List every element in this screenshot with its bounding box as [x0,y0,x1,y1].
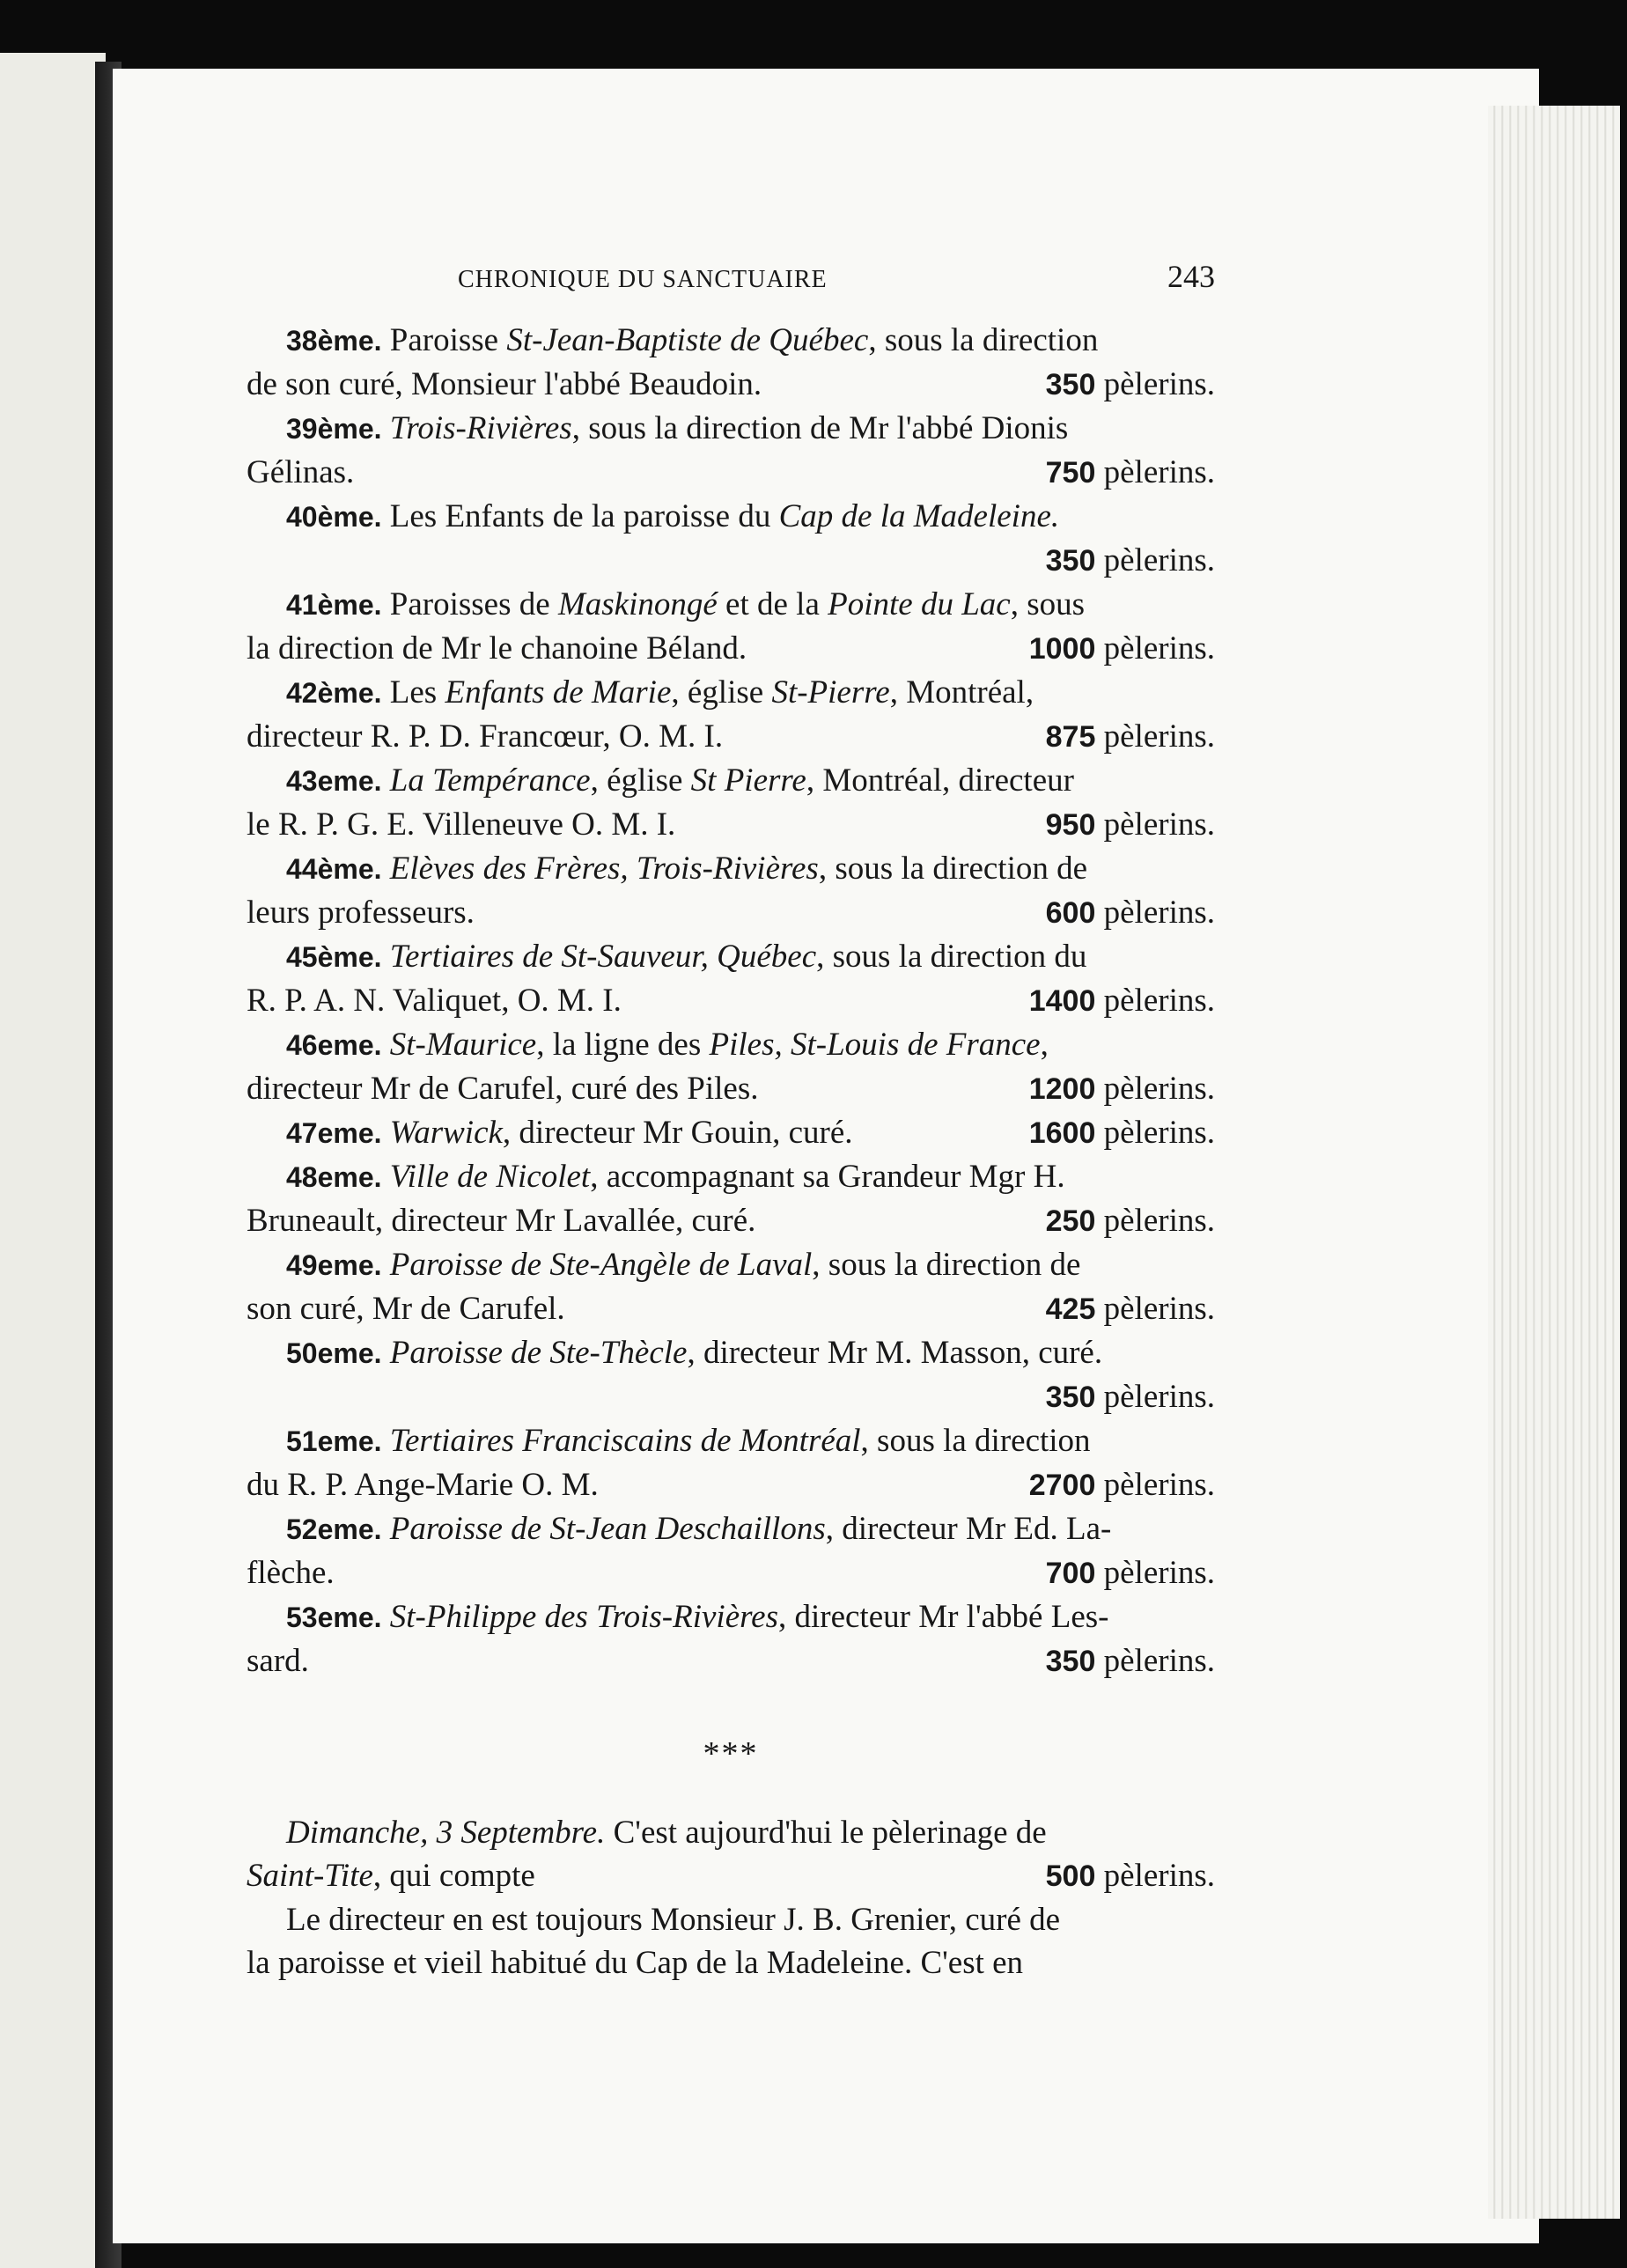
pilgrim-count: 1000 [1028,632,1096,666]
entry-number: 39ème. [286,413,382,445]
pilgrim-count: 250 [1045,1204,1096,1238]
running-title: CHRONIQUE DU SANCTUAIRE [458,266,828,293]
entry-number: 41ème. [286,589,382,621]
entry-place: Trois-Rivières [389,410,572,446]
pilgrim-count: 350 [1045,368,1096,401]
entry-last-line [247,451,1215,495]
page-number: 243 [1167,259,1215,294]
entry-text: , sous la direction du [816,939,1087,975]
entry-number: 40ème. [286,501,382,533]
pilgrim-count: 1600 [1028,1116,1096,1150]
entry-text: directeur R. P. D. Francœur, O. M. I. [247,718,724,755]
entry-text: , sous la direction [868,322,1099,358]
pilgrim-count: 600 [1045,896,1096,930]
pilgrimage-entry-38 [247,319,1215,407]
left-page-margin [0,53,106,2268]
pilgrim-count: 750 [1045,456,1096,490]
entry-text: , accompagnant sa Grandeur Mgr H. [590,1159,1065,1195]
pilgrim-count: 2700 [1028,1469,1096,1502]
entry-text: du R. P. Ange-Marie O. M. [247,1467,599,1503]
pilgrim-unit: pèlerins. [1103,1643,1215,1679]
page-text [247,255,1215,1984]
entry-text: , sous la direction de [812,1247,1081,1283]
paragraph-text: C'est aujourd'hui le pèlerinage de [605,1815,1047,1851]
pilgrimage-entry-41 [247,583,1215,671]
sunday-place: Saint-Tite [247,1858,373,1894]
pilgrim-unit: pèlerins. [1103,806,1215,843]
entry-last-line [247,1287,1215,1331]
pilgrim-unit: pèlerins. [1103,718,1215,755]
entry-text: de son curé, Monsieur l'abbé Beaudoin. [247,366,762,402]
entry-text: Les Enfants de la paroisse du [389,498,779,534]
entry-text: , directeur Mr l'abbé Les- [777,1599,1109,1635]
entry-text: , église [590,762,691,799]
entry-text: son curé, Mr de Carufel. [247,1291,565,1327]
entry-place: St-Philippe des Trois-Rivières [389,1599,778,1635]
entry-number: 52eme. [286,1513,382,1545]
entry-place: Piles, St-Louis de France [709,1027,1041,1063]
entry-last-line [247,803,1215,847]
entry-text: Paroisse [389,322,507,358]
paragraph-line: la paroisse et vieil habitué du Cap de la Madeleine. C'est en [247,1945,1024,1981]
entry-place: Paroisse de St-Jean Deschaillons [389,1511,826,1547]
entry-number: 51eme. [286,1425,382,1457]
pilgrimage-entry-44 [247,847,1215,935]
entry-text: Paroisses de [389,586,558,622]
entry-place: St-Pierre [771,674,890,711]
pilgrim-count: 1200 [1028,1072,1096,1106]
entry-last-line [247,1067,1215,1111]
paragraph-line: Le directeur en est toujours Monsieur J. B. Grenier, curé de [286,1902,1061,1938]
pilgrimage-entry-39 [247,407,1215,495]
pilgrim-count: 875 [1045,720,1096,754]
pilgrim-count: 350 [1045,1645,1096,1678]
pilgrim-unit: pèlerins. [1103,895,1215,931]
entry-last-line [247,363,1215,407]
entry-place: Elèves des Frères, Trois-Rivières [389,850,819,887]
entry-text: , [1040,1027,1049,1063]
pilgrimage-entry-45 [247,935,1215,1023]
entry-text: flèche. [247,1555,335,1591]
pilgrim-unit: pèlerins. [1103,366,1215,402]
entry-last-line [247,891,1215,935]
pilgrim-unit: pèlerins. [1103,1115,1215,1151]
sunday-date: Dimanche, 3 Septembre. [286,1815,606,1851]
entry-text: , sous la direction de [818,850,1088,887]
entry-number: 44ème. [286,853,382,885]
pilgrim-unit: pèlerins. [1103,1555,1215,1591]
pilgrimage-entry-47 [247,1111,1215,1155]
pilgrimage-entry-53 [247,1595,1215,1683]
entry-text: , directeur Mr M. Masson, curé. [687,1335,1103,1371]
entry-last-line [247,1551,1215,1595]
entry-text: Gélinas. [247,454,355,490]
entry-last-line [247,1111,1215,1155]
pilgrim-unit: pèlerins. [1103,1071,1215,1107]
running-head [247,255,1215,301]
entry-place: Paroisse de Ste-Angèle de Laval [389,1247,813,1283]
entry-place: St-Jean-Baptiste de Québec [506,322,869,358]
entry-place: Enfants de Marie [445,674,672,711]
entry-place: St-Maurice [389,1027,537,1063]
entry-number: 46eme. [286,1029,382,1061]
pilgrim-count: 700 [1045,1557,1096,1590]
entry-place: Pointe du Lac [828,586,1011,622]
entry-text: Les [389,674,445,711]
closing-paragraph [247,1898,1215,1984]
entry-last-line [247,1199,1215,1243]
entry-number: 43eme. [286,765,382,797]
entry-text: R. P. A. N. Valiquet, O. M. I. [247,983,622,1019]
pilgrim-unit: pèlerins. [1103,1379,1215,1415]
pilgrim-unit: pèlerins. [1103,630,1215,666]
pilgrim-unit: pèlerins. [1103,1467,1215,1503]
entry-text: le R. P. G. E. Villeneuve O. M. I. [247,806,676,843]
sunday-paragraph [247,1811,1215,1898]
pilgrimage-entry-52 [247,1507,1215,1595]
entry-text: sard. [247,1643,309,1679]
entry-text: , directeur Mr Ed. La- [825,1511,1112,1547]
pilgrimage-entry-48 [247,1155,1215,1243]
pilgrimage-entry-46 [247,1023,1215,1111]
pilgrim-unit: pèlerins. [1103,454,1215,490]
pilgrim-count: 350 [1045,544,1096,578]
pilgrimage-entry-49 [247,1243,1215,1331]
entry-place: Ville de Nicolet [389,1159,591,1195]
entry-text: , sous la direction de Mr l'abbé Dionis [571,410,1069,446]
entry-text: , la ligne des [536,1027,710,1063]
pilgrim-unit: pèlerins. [1103,983,1215,1019]
entry-text: , sous la direction [860,1423,1091,1459]
pilgrimage-entry-43 [247,759,1215,847]
entry-last-line [247,627,1215,671]
entry-number: 48eme. [286,1161,382,1193]
pilgrim-unit: pèlerins. [1103,1291,1215,1327]
pilgrimage-entry-40 [247,495,1215,583]
entry-place: St Pierre [690,762,806,799]
entry-number: 50eme. [286,1337,382,1369]
entry-last-line [247,1639,1215,1683]
pilgrimage-entry-42 [247,671,1215,759]
entry-last-line [247,715,1215,759]
entry-text: , église [671,674,772,711]
page-edges [1488,106,1620,2219]
pilgrim-unit: pèlerins. [1103,1203,1215,1239]
pilgrim-count: 1400 [1028,984,1096,1018]
pilgrim-unit: pèlerins. [1103,542,1215,578]
entry-text: , Montréal, directeur [806,762,1074,799]
pilgrim-count: 950 [1045,808,1096,842]
entry-text: , sous [1010,586,1086,622]
section-separator: *** [703,1735,759,1772]
entry-number: 38ème. [286,325,382,357]
entry-text: leurs professeurs. [247,895,475,931]
pilgrimage-entry-51 [247,1419,1215,1507]
entry-number: 47eme. [286,1117,382,1149]
entry-place: Warwick [389,1115,503,1151]
paragraph-text: , qui compte [372,1858,535,1894]
entry-text: , Montréal, [889,674,1034,711]
entry-text: Bruneault, directeur Mr Lavallée, curé. [247,1203,756,1239]
pilgrim-count: 350 [1045,1381,1096,1414]
entry-text: directeur Mr de Carufel, curé des Piles. [247,1071,759,1107]
entry-count-line [247,1375,1215,1419]
entry-text: la direction de Mr le chanoine Béland. [247,630,747,666]
entry-number: 42ème. [286,677,382,709]
entry-text: et de la [717,586,828,622]
entry-place: La Tempérance [389,762,591,799]
entry-last-line [247,1463,1215,1507]
entry-number: 53eme. [286,1602,382,1633]
pilgrim-count: 500 [1045,1859,1096,1893]
entry-last-line [247,979,1215,1023]
entry-number: 45ème. [286,941,382,973]
entry-place: Maskinongé [557,586,718,622]
pilgrim-unit: pèlerins. [1103,1858,1215,1894]
entry-number: 49eme. [286,1249,382,1281]
entry-text: , directeur Mr Gouin, curé. [502,1115,853,1151]
pilgrim-count: 425 [1045,1292,1096,1326]
entry-place: Cap de la Madeleine. [778,498,1060,534]
paragraph-last-line [247,1854,1215,1898]
pilgrimage-entry-50 [247,1331,1215,1419]
entry-place: Tertiaires Franciscains de Montréal [389,1423,861,1459]
entry-count-line [247,539,1215,583]
entry-place: Tertiaires de St-Sauveur, Québec [389,939,817,975]
entry-place: Paroisse de Ste-Thècle [389,1335,688,1371]
